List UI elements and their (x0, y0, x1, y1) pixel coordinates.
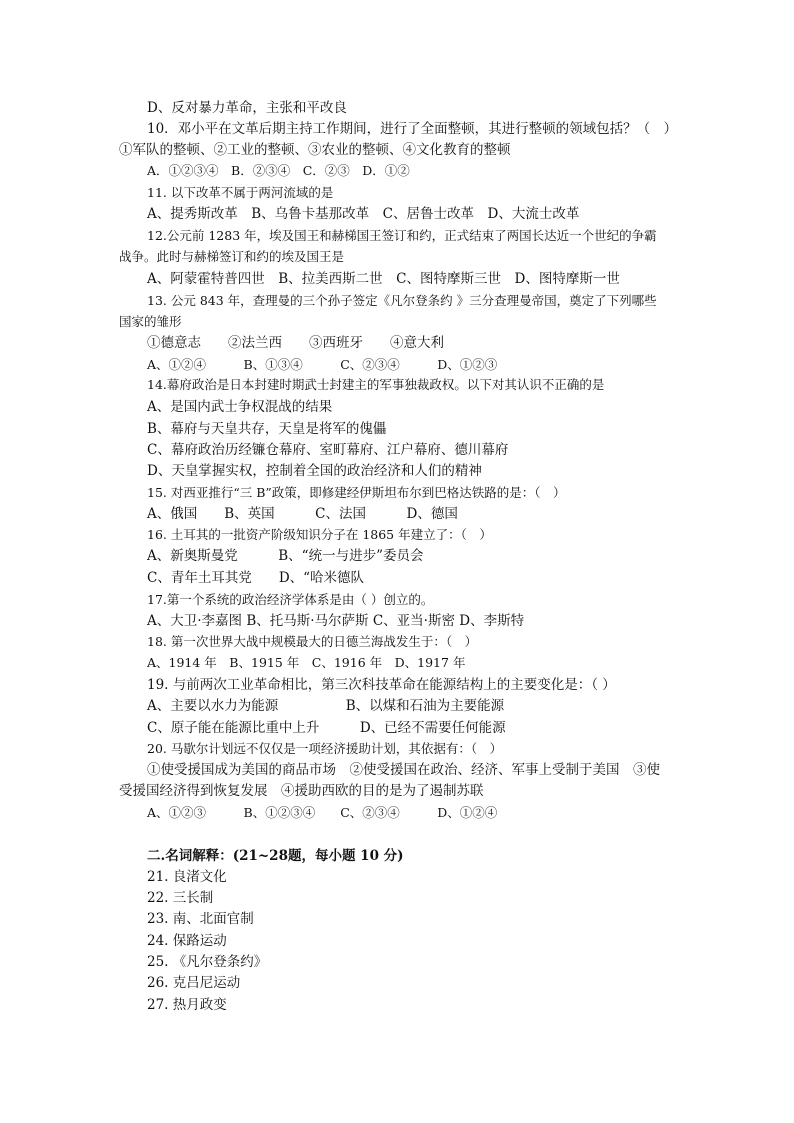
q13-options: A、①②④ B、①③④ C、②③④ D、①②③ (147, 357, 498, 372)
q11-options: A、提秀斯改革 B、乌鲁卡基那改革 C、居鲁士改革 D、大流士改革 (147, 206, 580, 222)
term-21: 21. 良渚文化 (147, 869, 227, 885)
q19-options-cd: C、原子能在能源比重中上升 D、已经不需要任何能源 (147, 720, 506, 736)
q16-options-cd: C、青年土耳其党 D、“哈米德队 (147, 570, 365, 586)
term-27: 27. 热月政变 (147, 997, 227, 1013)
q12-options: A、阿蒙霍特普四世 B、拉美西斯二世 C、图特摩斯三世 D、图特摩斯一世 (147, 271, 620, 287)
q14-option-a: A、是国内武士争权混战的结果 (147, 399, 333, 415)
term-22: 22. 三长制 (147, 890, 214, 906)
q13-items: ①德意志 ②法兰西 ③西班牙 ④意大利 (147, 335, 444, 351)
term-25: 25. 《凡尔登条约》 (147, 954, 268, 970)
q9-option-d: D、反对暴力革命，主张和平改良 (147, 100, 347, 116)
section-2-heading: 二.名词解释：(21~28题，每小题 10 分) (147, 848, 404, 864)
q17-stem: 17.第一个系统的政治经济学体系是由（ ）创立的。 (147, 592, 434, 607)
q11-stem: 11. 以下改革不属于两河流域的是 (147, 185, 334, 200)
q15-stem: 15. 对西亚推行“三 B”政策，即修建经伊斯坦布尔到巴格达铁路的是：（ ） (147, 485, 566, 500)
q12-stem: 12.公元前 1283 年，埃及国王和赫梯国王签订和约，正式结束了两国长达近一个世纪的争霸 (147, 228, 657, 243)
q17-options: A、大卫·李嘉图 B、托马斯·马尔萨斯 C、亚当·斯密 D、李斯特 (147, 613, 525, 629)
term-23: 23. 南、北面官制 (147, 911, 254, 927)
q19-options-ab: A、主要以水力为能源 B、以煤和石油为主要能源 (147, 698, 505, 714)
q14-option-b: B、幕府与天皇共存，天皇是将军的傀儡 (147, 421, 387, 437)
q20-stem: 20. 马歇尔计划远不仅仅是一项经济援助计划，其依据有：（ ） (147, 741, 503, 756)
q10-options: A．①②③④ B．②③④ C．②③ D．①② (147, 163, 410, 178)
q20-items-cont: 受援国经济得到恢复发展 ④援助西欧的目的是为了遏制苏联 (119, 783, 484, 799)
q10-stem: 10．邓小平在文革后期主持工作期间，进行了全面整顿，其进行整顿的领域包括？（ ） (147, 121, 678, 137)
q20-options: A、①②③ B、①②③④ C、②③④ D、①②④ (147, 805, 498, 820)
q20-items: ①使受援国成为美国的商品市场 ②使受援国在政治、经济、军事上受制于美国 ③使 (147, 762, 660, 778)
q18-options: A、1914 年 B、1915 年 C、1916 年 D、1917 年 (147, 655, 466, 670)
q14-option-c: C、幕府政治历经镰仓幕府、室町幕府、江户幕府、德川幕府 (147, 442, 509, 458)
q10-items: ①军队的整顿、②工业的整顿、③农业的整顿、④文化教育的整顿 (119, 142, 511, 158)
term-24: 24. 保路运动 (147, 933, 227, 949)
q19-stem: 19. 与前两次工业革命相比，第三次科技革命在能源结构上的主要变化是：（ ） (147, 677, 616, 693)
q16-stem: 16. 土耳其的一批资产阶级知识分子在 1865 年建立了：（ ） (147, 527, 492, 542)
q13-stem: 13. 公元 843 年，查理曼的三个孙子签定《凡尔登条约 》三分查理曼帝国，奠定了下列哪些 (147, 293, 657, 308)
q18-stem: 18. 第一次世界大战中规模最大的日德兰海战发生于：（ ） (147, 634, 478, 649)
term-26: 26. 克吕尼运动 (147, 975, 241, 991)
q16-options-ab: A、新奥斯曼党 B、“统一与进步”委员会 (147, 548, 424, 564)
q14-option-d: D、天皇掌握实权，控制着全国的政治经济和人们的精神 (147, 463, 482, 479)
q12-stem-cont: 战争。此时与赫梯签订和约的埃及国王是 (119, 249, 345, 264)
q15-options: A、俄国 B、英国 C、法国 D、德国 (147, 506, 458, 522)
q13-stem-cont: 国家的雏形 (119, 314, 182, 329)
q14-stem: 14.幕府政治是日本封建时期武士封建主的军事独裁政权。以下对其认识不正确的是 (147, 377, 605, 392)
